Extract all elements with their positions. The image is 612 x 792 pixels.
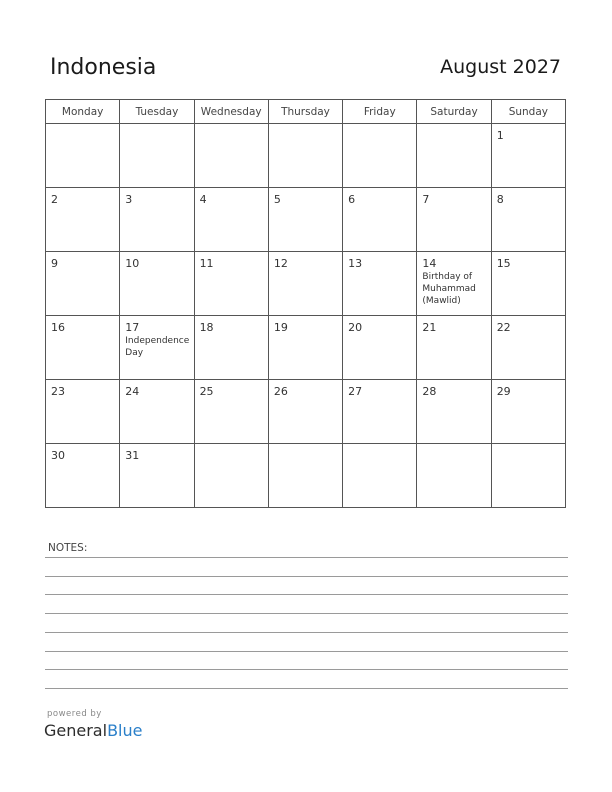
brand-blue: Blue (107, 721, 143, 740)
day-number: 7 (422, 193, 430, 206)
day-cell[interactable] (343, 380, 417, 444)
week-row (46, 188, 566, 252)
day-number: 24 (125, 385, 140, 398)
day-number: 29 (496, 385, 511, 398)
day-cell[interactable] (46, 124, 120, 188)
day-number: 8 (496, 193, 504, 206)
day-number: 15 (496, 257, 511, 270)
week-row (46, 316, 566, 380)
day-number: 12 (273, 257, 288, 270)
day-cell[interactable] (343, 444, 417, 508)
day-cell[interactable] (491, 188, 565, 252)
day-number: 28 (422, 385, 437, 398)
day-cell[interactable] (491, 380, 565, 444)
notes-line (45, 669, 568, 670)
day-number: 27 (348, 385, 363, 398)
day-cell[interactable] (268, 380, 342, 444)
day-cell[interactable] (417, 380, 491, 444)
day-cell[interactable] (194, 252, 268, 316)
day-cell[interactable] (491, 252, 565, 316)
day-number: 5 (273, 193, 281, 206)
day-number: 4 (199, 193, 207, 206)
country-title: Indonesia (50, 55, 157, 80)
day-cell[interactable] (194, 444, 268, 508)
week-row (46, 124, 566, 188)
day-cell[interactable] (120, 188, 194, 252)
notes-line (45, 632, 568, 633)
day-cell[interactable] (417, 316, 491, 380)
notes-line (45, 557, 568, 558)
weekday-header-row (46, 100, 566, 124)
day-cell[interactable] (194, 380, 268, 444)
weekday-header: Saturday (417, 100, 491, 124)
week-row (46, 380, 566, 444)
day-cell[interactable] (268, 124, 342, 188)
holiday-label: Independence Day (125, 336, 190, 358)
day-cell[interactable] (46, 444, 120, 508)
day-cell[interactable] (194, 316, 268, 380)
day-number: 13 (348, 257, 363, 270)
day-cell[interactable] (120, 444, 194, 508)
day-cell[interactable] (268, 188, 342, 252)
day-number: 25 (199, 385, 214, 398)
day-number: 9 (51, 257, 58, 270)
notes-line (45, 613, 568, 614)
holiday-label: Birthday of Muhammad (Mawlid) (422, 272, 476, 306)
day-number: 2 (51, 193, 58, 206)
day-cell[interactable] (417, 124, 491, 188)
notes-line (45, 576, 568, 577)
weekday-header: Tuesday (120, 100, 194, 124)
brand-logo[interactable] (44, 721, 142, 740)
day-number: 30 (51, 449, 65, 462)
weekday-header: Wednesday (194, 100, 268, 124)
day-number: 14 (422, 257, 437, 270)
day-number: 16 (51, 321, 65, 334)
day-cell[interactable] (268, 444, 342, 508)
calendar-grid (45, 99, 566, 508)
brand-general: General (44, 721, 108, 740)
powered-by-text: powered by (47, 709, 102, 719)
day-cell[interactable] (343, 188, 417, 252)
day-number: 23 (51, 385, 65, 398)
day-number: 17 (125, 321, 140, 334)
day-cell[interactable] (120, 316, 194, 380)
day-number: 31 (125, 449, 140, 462)
month-year-title: August 2027 (440, 56, 561, 78)
weekday-header: Friday (343, 100, 417, 124)
day-cell[interactable] (120, 380, 194, 444)
day-cell[interactable] (268, 252, 342, 316)
day-cell[interactable] (46, 316, 120, 380)
weekday-header: Monday (46, 100, 120, 124)
weekday-header: Sunday (491, 100, 565, 124)
day-cell[interactable] (343, 252, 417, 316)
day-number: 20 (348, 321, 363, 334)
day-cell[interactable] (417, 444, 491, 508)
day-cell[interactable] (343, 124, 417, 188)
day-cell[interactable] (491, 316, 565, 380)
notes-line (45, 594, 568, 595)
week-row (46, 444, 566, 508)
day-cell[interactable] (120, 124, 194, 188)
day-cell[interactable] (120, 252, 194, 316)
day-number: 26 (273, 385, 288, 398)
day-number: 11 (199, 257, 214, 270)
day-cell[interactable] (194, 188, 268, 252)
day-cell[interactable] (46, 188, 120, 252)
day-number: 22 (496, 321, 511, 334)
day-cell[interactable] (417, 188, 491, 252)
day-number: 21 (422, 321, 437, 334)
week-row (46, 252, 566, 316)
notes-line (45, 651, 568, 652)
day-cell[interactable] (194, 124, 268, 188)
weekday-header: Thursday (268, 100, 342, 124)
day-cell[interactable] (417, 252, 491, 316)
day-cell[interactable] (491, 444, 565, 508)
day-number: 3 (125, 193, 133, 206)
day-number: 1 (496, 129, 504, 142)
notes-label: NOTES: (48, 542, 88, 554)
day-cell[interactable] (46, 380, 120, 444)
day-cell[interactable] (268, 316, 342, 380)
day-cell[interactable] (491, 124, 565, 188)
notes-line (45, 688, 568, 689)
day-cell[interactable] (46, 252, 120, 316)
day-number: 6 (348, 193, 356, 206)
day-number: 10 (125, 257, 140, 270)
day-number: 18 (199, 321, 214, 334)
day-number: 19 (273, 321, 288, 334)
day-cell[interactable] (343, 316, 417, 380)
